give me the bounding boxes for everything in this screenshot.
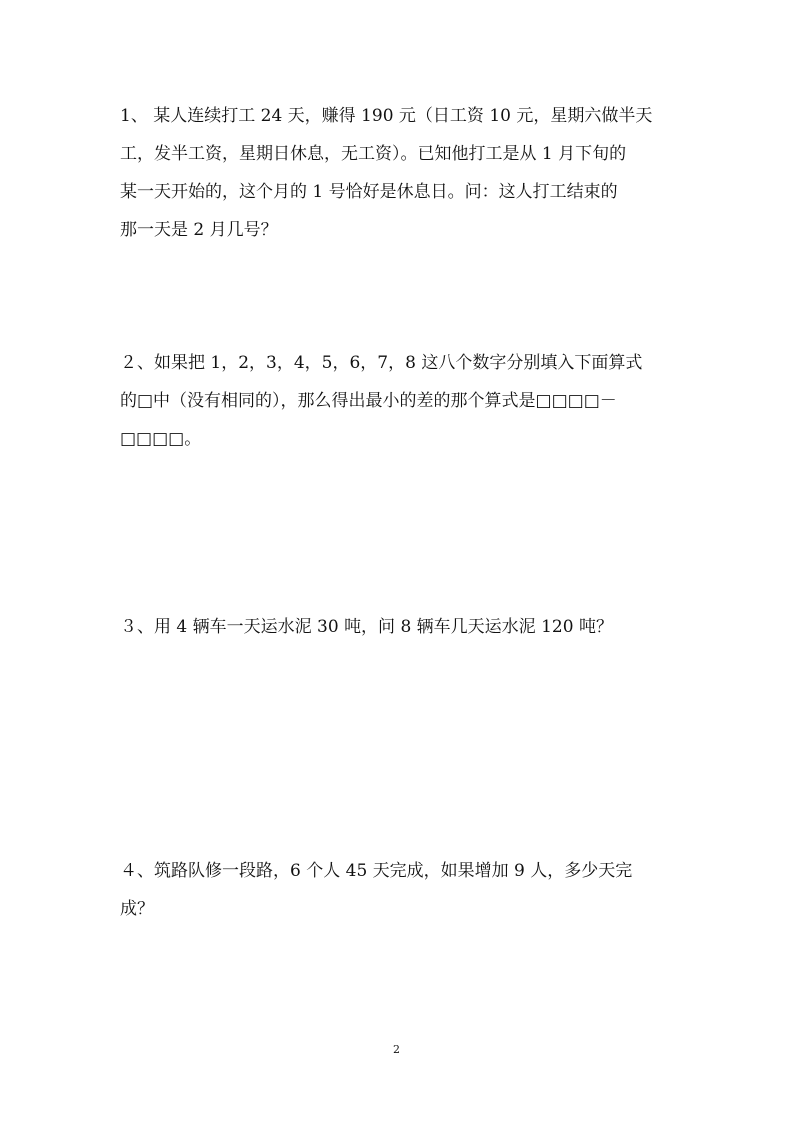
page-number: 2 (393, 1043, 400, 1056)
problem-2-line-2: 的□中（没有相同的），那么得出最小的差的那个算式是□□□□－ (120, 391, 617, 411)
problem-3-line-1: ３、用 4 辆车一天运水泥 30 吨，问 8 辆车几天运水泥 120 吨？ (120, 617, 613, 637)
problem-1 (120, 97, 680, 249)
problem-3 (120, 608, 680, 646)
problem-4-line-2: 成？ (120, 899, 154, 919)
problem-4-line-1: ４、筑路队修一段路，6 个人 45 天完成，如果增加 9 人，多少天完 (120, 861, 633, 881)
problem-2-line-3: □□□□。 (120, 429, 202, 449)
problem-4 (120, 852, 680, 928)
problem-1-line-1: 1、 某人连续打工 24 天，赚得 190 元（日工资 10 元，星期六做半天 (120, 106, 653, 126)
problem-1-line-3: 某一天开始的，这个月的 1 号恰好是休息日。问：这人打工结束的 (120, 182, 618, 202)
problem-2-line-1: ２、如果把 1，2，3，4，5，6，7，8 这八个数字分别填入下面算式 (120, 353, 643, 373)
problem-1-line-2: 工，发半工资，星期日休息，无工资）。已知他打工是从 1 月下旬的 (120, 144, 627, 164)
problem-1-line-4: 那一天是 2 月几号？ (120, 220, 278, 240)
problem-2 (120, 344, 680, 458)
